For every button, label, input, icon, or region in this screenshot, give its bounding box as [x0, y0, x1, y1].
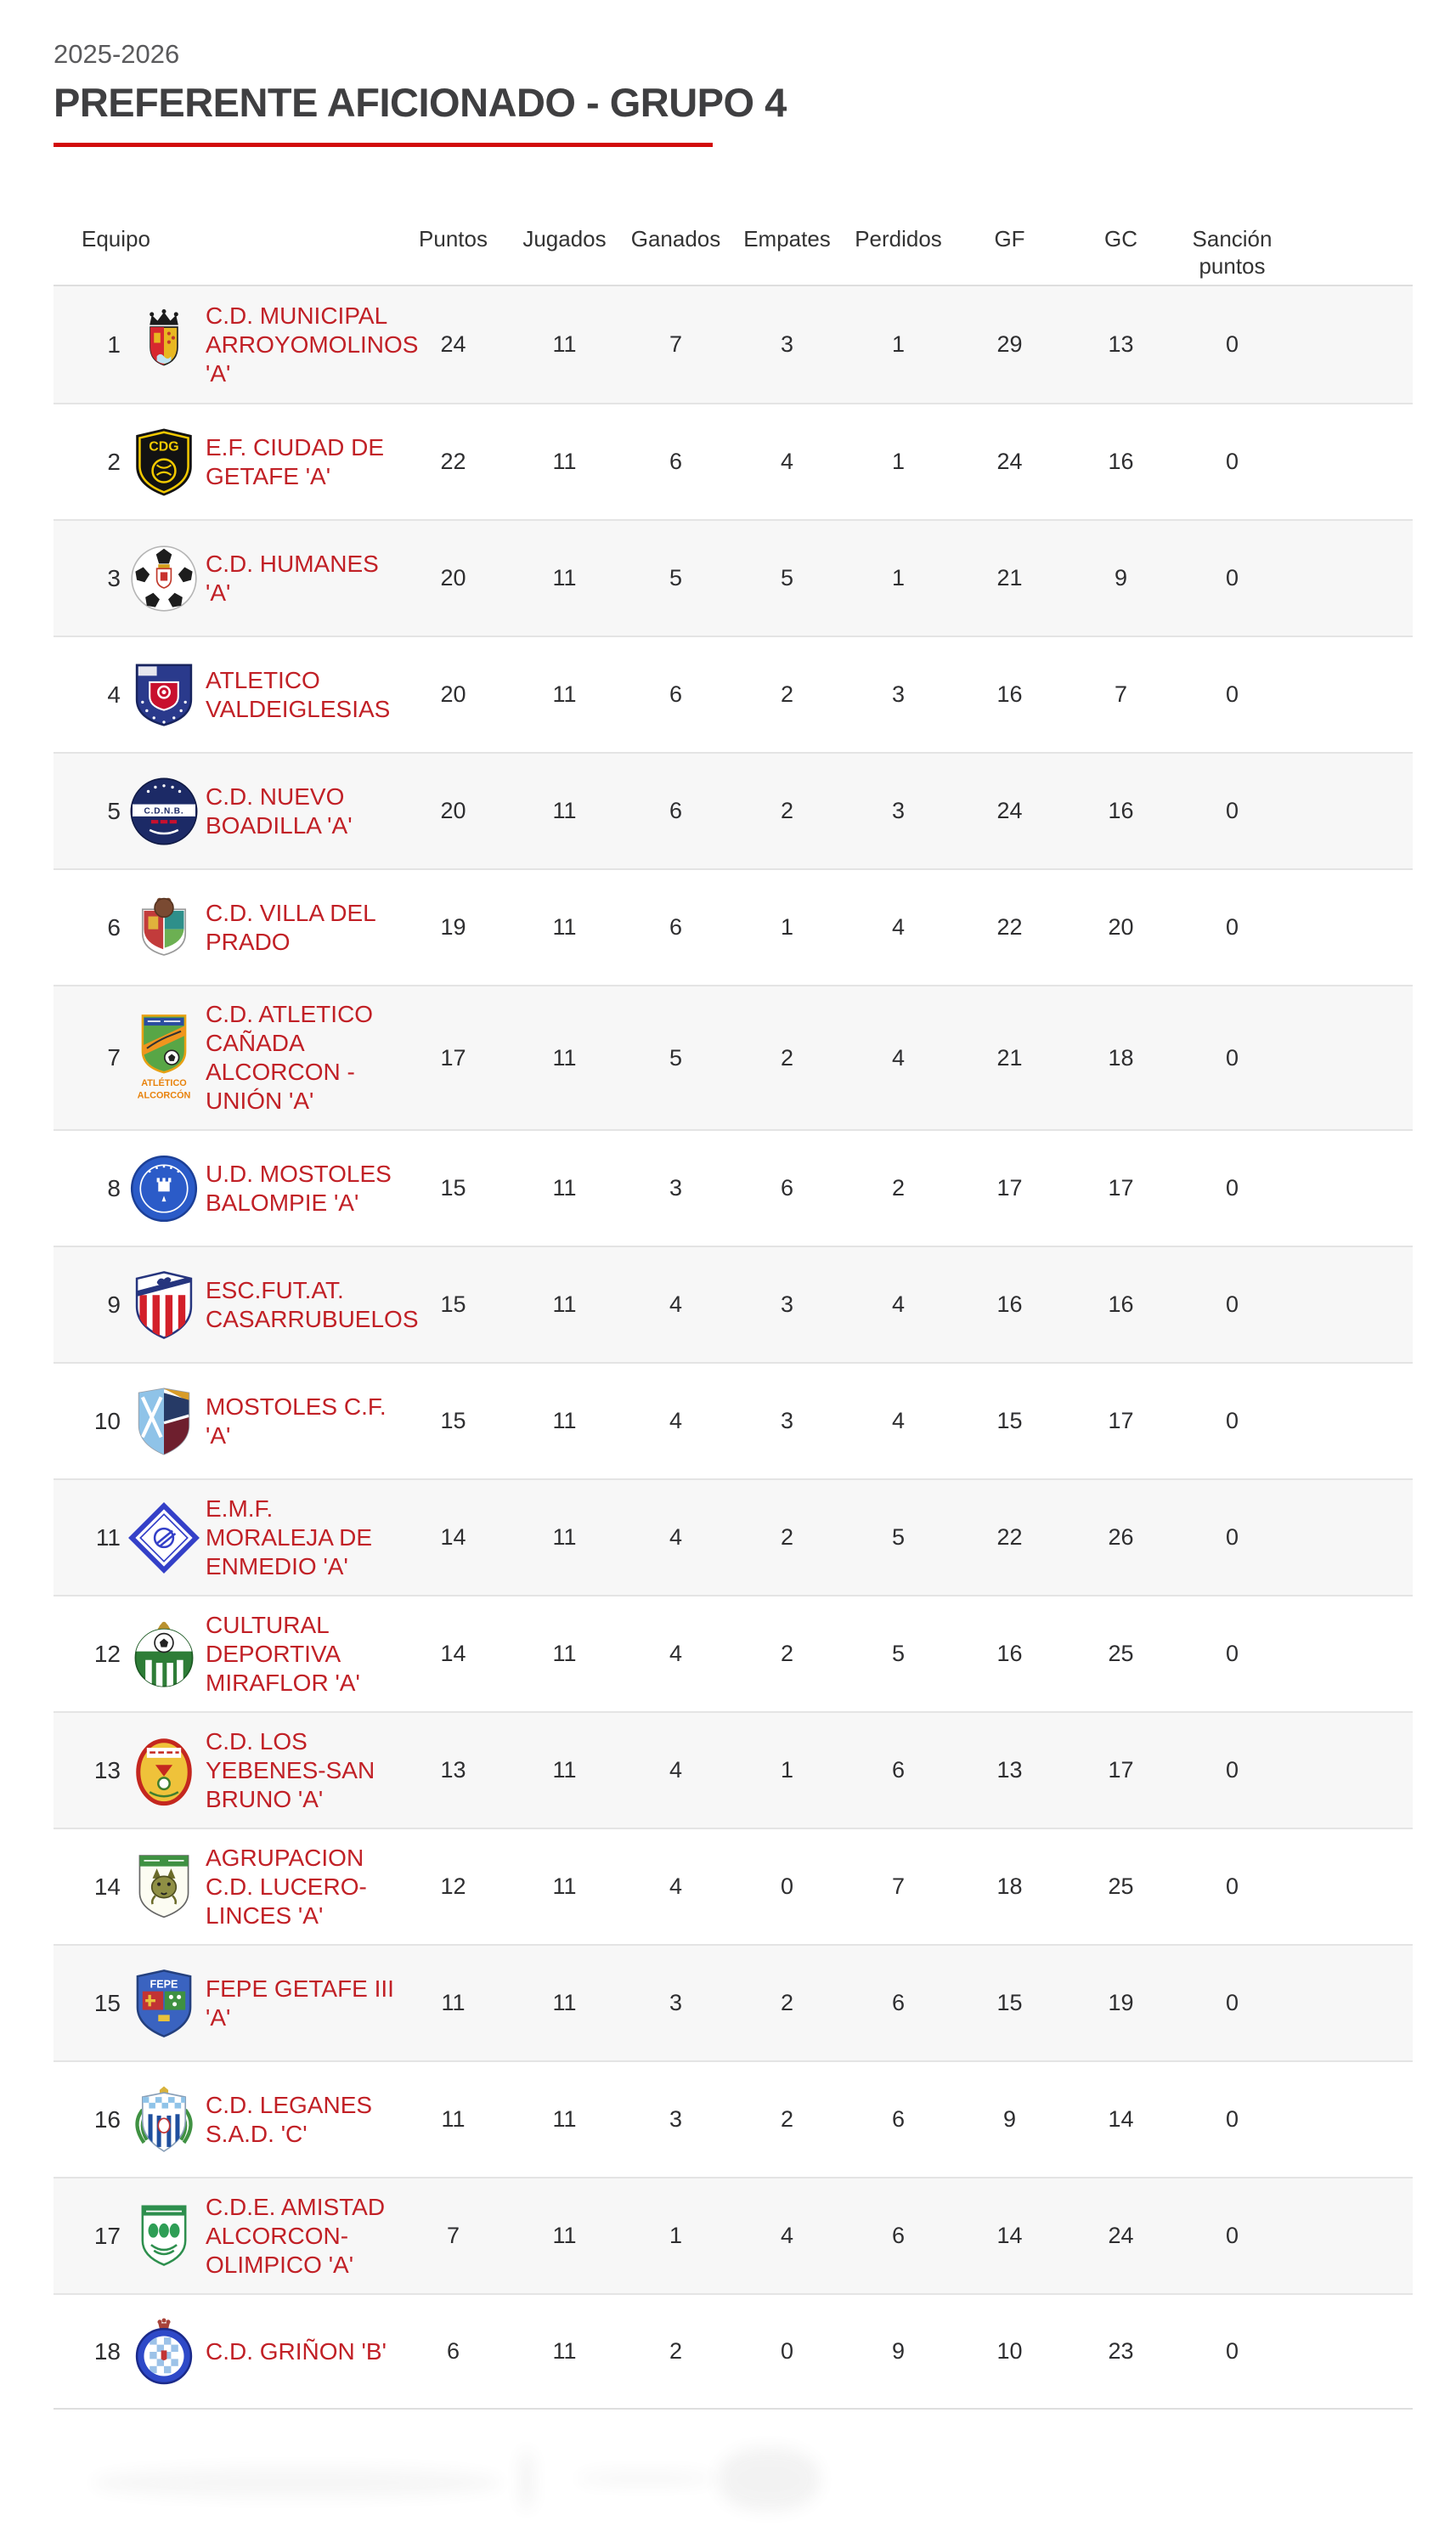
sancion-cell: 0	[1225, 2106, 1239, 2132]
amistad-alcorcon-olimpico-crest	[126, 2201, 202, 2272]
svg-text:ALCORCÓN: ALCORCÓN	[137, 1089, 191, 1100]
position-cell: 10	[93, 1407, 121, 1434]
gf-cell: 21	[996, 565, 1023, 591]
sancion-cell: 0	[1225, 681, 1239, 707]
table-row	[54, 1828, 1413, 1944]
gf-cell: 22	[996, 914, 1023, 940]
svg-text:FEPE: FEPE	[150, 1978, 178, 1991]
team-name-link[interactable]: C.D.E. AMISTAD ALCORCON-OLIMPICO 'A'	[206, 2193, 386, 2278]
puntos-cell: 17	[440, 1044, 466, 1071]
jugados-cell: 11	[552, 1408, 577, 1433]
atletico-canada-alcorcon-crest	[126, 1013, 202, 1104]
valdeiglesias-crest	[126, 659, 202, 731]
perdidos-cell: 1	[891, 449, 906, 474]
footer-artifact	[0, 2443, 1456, 2526]
ganados-cell: 2	[669, 2338, 683, 2364]
team-name-cell	[202, 2337, 398, 2366]
table-row	[54, 519, 1413, 636]
puntos-cell: 11	[441, 1990, 466, 2015]
table-row	[54, 1711, 1413, 1828]
empates-cell: 0	[780, 1873, 794, 1899]
jugados-cell: 11	[552, 1175, 577, 1201]
jugados-cell: 11	[552, 1291, 577, 1317]
column-header-perdidos: Perdidos	[855, 226, 942, 251]
gf-cell: 18	[996, 1873, 1023, 1899]
column-header-empates: Empates	[743, 226, 831, 251]
gc-cell: 23	[1108, 2338, 1134, 2364]
svg-text:C.D.N.B.: C.D.N.B.	[144, 806, 184, 817]
mostoles-cf-crest	[126, 1386, 202, 1457]
perdidos-cell: 5	[891, 1524, 906, 1550]
title-underline	[54, 143, 713, 147]
gc-cell: 19	[1108, 1990, 1134, 2015]
position-cell: 4	[107, 681, 121, 708]
gc-cell: 26	[1108, 1524, 1134, 1550]
jugados-cell: 11	[552, 565, 577, 591]
leganes-crest	[126, 2084, 202, 2156]
footer-smudge	[93, 2468, 501, 2497]
team-name-cell	[202, 1844, 398, 1930]
gf-cell: 16	[996, 1291, 1023, 1317]
jugados-cell: 11	[552, 1044, 577, 1071]
sancion-cell: 0	[1225, 1175, 1239, 1201]
team-name-link[interactable]: FEPE GETAFE III 'A'	[206, 1975, 394, 2031]
empates-cell: 2	[780, 1641, 794, 1666]
sancion-cell: 0	[1225, 1873, 1239, 1899]
team-name-link[interactable]: ATLETICO VALDEIGLESIAS	[206, 666, 391, 722]
ganados-cell: 4	[669, 1408, 683, 1433]
team-name-cell	[202, 1276, 419, 1334]
puntos-cell: 20	[440, 565, 466, 591]
empates-cell: 3	[780, 1291, 794, 1317]
puntos-cell: 15	[440, 1291, 466, 1317]
position-cell: 7	[107, 1044, 121, 1071]
position-cell: 5	[107, 797, 121, 824]
empates-cell: 5	[780, 565, 794, 591]
fepe-getafe-crest	[126, 1968, 202, 2039]
lucero-linces-crest	[126, 1851, 202, 1923]
empates-cell: 2	[780, 798, 794, 823]
table-row	[54, 286, 1413, 403]
team-name-link[interactable]: ESC.FUT.AT. CASARRUBUELOS	[206, 1276, 419, 1332]
jugados-cell: 11	[552, 331, 577, 357]
puntos-cell: 12	[440, 1873, 466, 1899]
gc-cell: 16	[1108, 449, 1134, 474]
jugados-cell: 11	[552, 2223, 577, 2248]
table-row	[54, 985, 1413, 1129]
empates-cell: 6	[780, 1175, 794, 1201]
position-cell: 9	[107, 1291, 121, 1318]
table-row	[54, 1478, 1413, 1595]
position-cell: 13	[93, 1756, 121, 1783]
team-name-cell	[202, 1393, 398, 1450]
team-name-link[interactable]: MOSTOLES C.F. 'A'	[206, 1393, 387, 1449]
column-header-puntos: Puntos	[419, 226, 488, 251]
puntos-cell: 15	[440, 1175, 466, 1201]
page-title: PREFERENTE AFICIONADO - GRUPO 4	[54, 80, 787, 125]
position-cell: 17	[93, 2222, 121, 2249]
ganados-cell: 4	[669, 1524, 683, 1550]
ganados-cell: 1	[669, 2223, 683, 2248]
position-cell: 6	[107, 913, 121, 941]
team-name-cell	[202, 1495, 398, 1581]
perdidos-cell: 4	[891, 1408, 906, 1433]
gf-cell: 16	[996, 681, 1023, 707]
footer-smudge	[578, 2472, 714, 2485]
nuevo-boadilla-crest	[126, 776, 202, 847]
sancion-cell: 0	[1225, 1044, 1239, 1071]
position-cell: 3	[107, 564, 121, 591]
season-label: 2025-2026	[54, 39, 180, 69]
sancion-cell: 0	[1225, 1524, 1239, 1550]
sancion-cell: 0	[1225, 1641, 1239, 1666]
team-name-cell	[202, 666, 398, 724]
gc-cell: 18	[1108, 1044, 1134, 1071]
table-row	[54, 2293, 1413, 2410]
team-name-link[interactable]: CULTURAL DEPORTIVA MIRAFLOR 'A'	[206, 1611, 360, 1696]
table-row	[54, 1944, 1413, 2060]
ganados-cell: 6	[669, 914, 683, 940]
humanes-crest	[126, 543, 202, 614]
gf-cell: 21	[996, 1044, 1023, 1071]
column-header-gc: GC	[1104, 226, 1137, 251]
gc-cell: 9	[1114, 565, 1128, 591]
ciudad-getafe-crest	[126, 427, 202, 498]
puntos-cell: 11	[441, 2106, 466, 2132]
sancion-cell: 0	[1225, 914, 1239, 940]
puntos-cell: 15	[440, 1408, 466, 1433]
table-row	[54, 403, 1413, 519]
gc-cell: 20	[1108, 914, 1134, 940]
puntos-cell: 19	[440, 914, 466, 940]
gf-cell: 22	[996, 1524, 1023, 1550]
gc-cell: 17	[1108, 1175, 1134, 1201]
yebenes-san-bruno-crest	[126, 1735, 202, 1806]
puntos-cell: 20	[440, 798, 466, 823]
puntos-cell: 13	[440, 1757, 466, 1783]
gc-cell: 25	[1108, 1873, 1134, 1899]
table-row	[54, 1246, 1413, 1362]
ganados-cell: 3	[669, 2106, 683, 2132]
villa-del-prado-crest	[126, 892, 202, 963]
perdidos-cell: 6	[891, 1990, 906, 2015]
empates-cell: 3	[780, 1408, 794, 1433]
sancion-cell: 0	[1225, 331, 1239, 357]
column-header-ganados: Ganados	[630, 226, 721, 251]
gf-cell: 14	[996, 2223, 1023, 2248]
team-name-link[interactable]: U.D. MOSTOLES BALOMPIE 'A'	[206, 1160, 392, 1216]
team-name-cell	[202, 1160, 398, 1218]
table-row	[54, 2177, 1413, 2293]
puntos-cell: 7	[446, 2223, 460, 2248]
gc-cell: 17	[1108, 1408, 1134, 1433]
svg-text:ATLÉTICO: ATLÉTICO	[141, 1077, 187, 1088]
puntos-cell: 24	[440, 331, 466, 357]
column-header-equipo: Equipo	[82, 226, 150, 251]
sancion-cell: 0	[1225, 2338, 1239, 2364]
sancion-cell: 0	[1225, 1757, 1239, 1783]
perdidos-cell: 6	[891, 1757, 906, 1783]
grinon-crest	[126, 2316, 202, 2388]
team-name-link[interactable]: E.F. CIUDAD DE GETAFE 'A'	[206, 433, 385, 489]
team-name-cell	[202, 2193, 398, 2280]
puntos-cell: 6	[446, 2338, 460, 2364]
ganados-cell: 6	[669, 681, 683, 707]
empates-cell: 2	[780, 681, 794, 707]
team-name-link[interactable]: AGRUPACION C.D. LUCERO-LINCES 'A'	[206, 1844, 367, 1929]
empates-cell: 2	[780, 1524, 794, 1550]
empates-cell: 2	[780, 1990, 794, 2015]
perdidos-cell: 7	[891, 1873, 906, 1899]
miraflor-crest	[126, 1619, 202, 1690]
ganados-cell: 5	[669, 1044, 683, 1071]
jugados-cell: 11	[552, 1990, 577, 2015]
gf-cell: 15	[996, 1408, 1023, 1433]
arroyomolinos-crest	[126, 309, 202, 381]
perdidos-cell: 4	[891, 1044, 906, 1071]
empates-cell: 3	[780, 331, 794, 357]
ganados-cell: 6	[669, 449, 683, 474]
jugados-cell: 11	[552, 914, 577, 940]
sancion-cell: 0	[1225, 798, 1239, 823]
team-name-link[interactable]: C.D. GRIÑON 'B'	[206, 2337, 387, 2365]
team-name-cell	[202, 433, 398, 491]
table-row	[54, 752, 1413, 868]
gf-cell: 29	[996, 331, 1023, 357]
team-name-cell	[202, 2091, 398, 2149]
team-name-cell	[202, 1727, 398, 1814]
table-row	[54, 2060, 1413, 2177]
perdidos-cell: 4	[891, 1291, 906, 1317]
team-name-cell	[202, 783, 398, 840]
jugados-cell: 11	[552, 1641, 577, 1666]
perdidos-cell: 1	[891, 331, 906, 357]
position-cell: 12	[93, 1640, 121, 1667]
jugados-cell: 11	[552, 1524, 577, 1550]
gc-cell: 25	[1108, 1641, 1134, 1666]
position-cell: 14	[93, 1873, 121, 1900]
ganados-cell: 7	[669, 331, 683, 357]
perdidos-cell: 6	[891, 2223, 906, 2248]
column-header-gf: GF	[994, 226, 1025, 251]
gf-cell: 16	[996, 1641, 1023, 1666]
team-name-link[interactable]: C.D. HUMANES 'A'	[206, 550, 379, 606]
position-cell: 8	[107, 1174, 121, 1201]
puntos-cell: 14	[440, 1524, 466, 1550]
jugados-cell: 11	[552, 798, 577, 823]
sancion-cell: 0	[1225, 2223, 1239, 2248]
ganados-cell: 4	[669, 1641, 683, 1666]
team-name-cell	[202, 1975, 398, 2032]
moraleja-enmedio-crest	[126, 1502, 202, 1574]
perdidos-cell: 6	[891, 2106, 906, 2132]
ganados-cell: 4	[669, 1757, 683, 1783]
casarrubuelos-crest	[126, 1269, 202, 1341]
ganados-cell: 6	[669, 798, 683, 823]
sancion-cell: 0	[1225, 1291, 1239, 1317]
team-name-cell	[202, 1611, 398, 1698]
jugados-cell: 11	[552, 1757, 577, 1783]
puntos-cell: 20	[440, 681, 466, 707]
gf-cell: 9	[1002, 2106, 1017, 2132]
empates-cell: 2	[780, 2106, 794, 2132]
table-row	[54, 1129, 1413, 1246]
ganados-cell: 4	[669, 1291, 683, 1317]
mostoles-balompie-crest	[126, 1153, 202, 1224]
empates-cell: 2	[780, 1044, 794, 1071]
position-cell: 16	[93, 2105, 121, 2133]
jugados-cell: 11	[552, 449, 577, 474]
footer-smudge	[718, 2448, 820, 2511]
team-name-cell	[202, 899, 398, 957]
gc-cell: 14	[1108, 2106, 1134, 2132]
perdidos-cell: 2	[891, 1175, 906, 1201]
team-name-link[interactable]: C.D. LOS YEBENES-SAN BRUNO 'A'	[206, 1727, 375, 1812]
gc-cell: 17	[1108, 1757, 1134, 1783]
gc-cell: 16	[1108, 798, 1134, 823]
column-header-jugados: Jugados	[522, 226, 607, 251]
position-cell: 15	[93, 1989, 121, 2016]
puntos-cell: 14	[440, 1641, 466, 1666]
gf-cell: 24	[996, 798, 1023, 823]
perdidos-cell: 4	[891, 914, 906, 940]
sancion-cell: 0	[1225, 449, 1239, 474]
perdidos-cell: 5	[891, 1641, 906, 1666]
table-header-row	[54, 201, 1413, 286]
team-name-link[interactable]: E.M.F. MORALEJA DE ENMEDIO 'A'	[206, 1495, 373, 1579]
team-name-link[interactable]: C.D. VILLA DEL PRADO	[206, 899, 375, 955]
sancion-cell: 0	[1225, 1408, 1239, 1433]
standings-table	[54, 201, 1413, 2410]
gc-cell: 16	[1108, 1291, 1134, 1317]
table-row	[54, 1362, 1413, 1478]
ganados-cell: 3	[669, 1990, 683, 2015]
jugados-cell: 11	[552, 1873, 577, 1899]
team-name-link[interactable]: C.D. NUEVO BOADILLA 'A'	[206, 783, 353, 839]
team-name-link[interactable]: C.D. LEGANES S.A.D. 'C'	[206, 2091, 373, 2147]
ganados-cell: 3	[669, 1175, 683, 1201]
empates-cell: 4	[780, 449, 794, 474]
table-row	[54, 636, 1413, 752]
position-cell: 18	[93, 2337, 121, 2365]
ganados-cell: 4	[669, 1873, 683, 1899]
team-name-link[interactable]: C.D. MUNICIPAL ARROYOMOLINOS 'A'	[206, 302, 419, 387]
jugados-cell: 11	[552, 681, 577, 707]
sancion-cell: 0	[1225, 565, 1239, 591]
gc-cell: 13	[1108, 331, 1134, 357]
team-name-link[interactable]: C.D. ATLETICO CAÑADA ALCORCON - UNIÓN 'A'	[206, 1001, 374, 1114]
perdidos-cell: 3	[891, 798, 906, 823]
column-header-sanci-n-puntos: Sanción puntos	[1192, 226, 1273, 279]
footer-smudge	[520, 2450, 533, 2511]
gc-cell: 7	[1114, 681, 1128, 707]
team-name-cell	[202, 302, 419, 388]
position-cell: 11	[95, 1523, 121, 1551]
empates-cell: 4	[780, 2223, 794, 2248]
gf-cell: 13	[996, 1757, 1023, 1783]
empates-cell: 1	[780, 1757, 794, 1783]
empates-cell: 0	[780, 2338, 794, 2364]
perdidos-cell: 9	[891, 2338, 906, 2364]
gf-cell: 15	[996, 1990, 1023, 2015]
sancion-cell: 0	[1225, 1990, 1239, 2015]
jugados-cell: 11	[552, 2338, 577, 2364]
position-cell: 1	[107, 331, 121, 358]
puntos-cell: 22	[440, 449, 466, 474]
standings-table-body	[54, 286, 1413, 2410]
gf-cell: 10	[996, 2338, 1023, 2364]
table-row	[54, 1595, 1413, 1711]
jugados-cell: 11	[552, 2106, 577, 2132]
team-name-cell	[202, 550, 398, 607]
gf-cell: 17	[996, 1175, 1023, 1201]
table-row	[54, 868, 1413, 985]
perdidos-cell: 3	[891, 681, 906, 707]
ganados-cell: 5	[669, 565, 683, 591]
svg-text:CDG: CDG	[149, 439, 179, 455]
team-name-cell	[202, 1000, 398, 1116]
empates-cell: 1	[780, 914, 794, 940]
gc-cell: 24	[1108, 2223, 1134, 2248]
perdidos-cell: 1	[891, 565, 906, 591]
position-cell: 2	[107, 448, 121, 475]
gf-cell: 24	[996, 449, 1023, 474]
